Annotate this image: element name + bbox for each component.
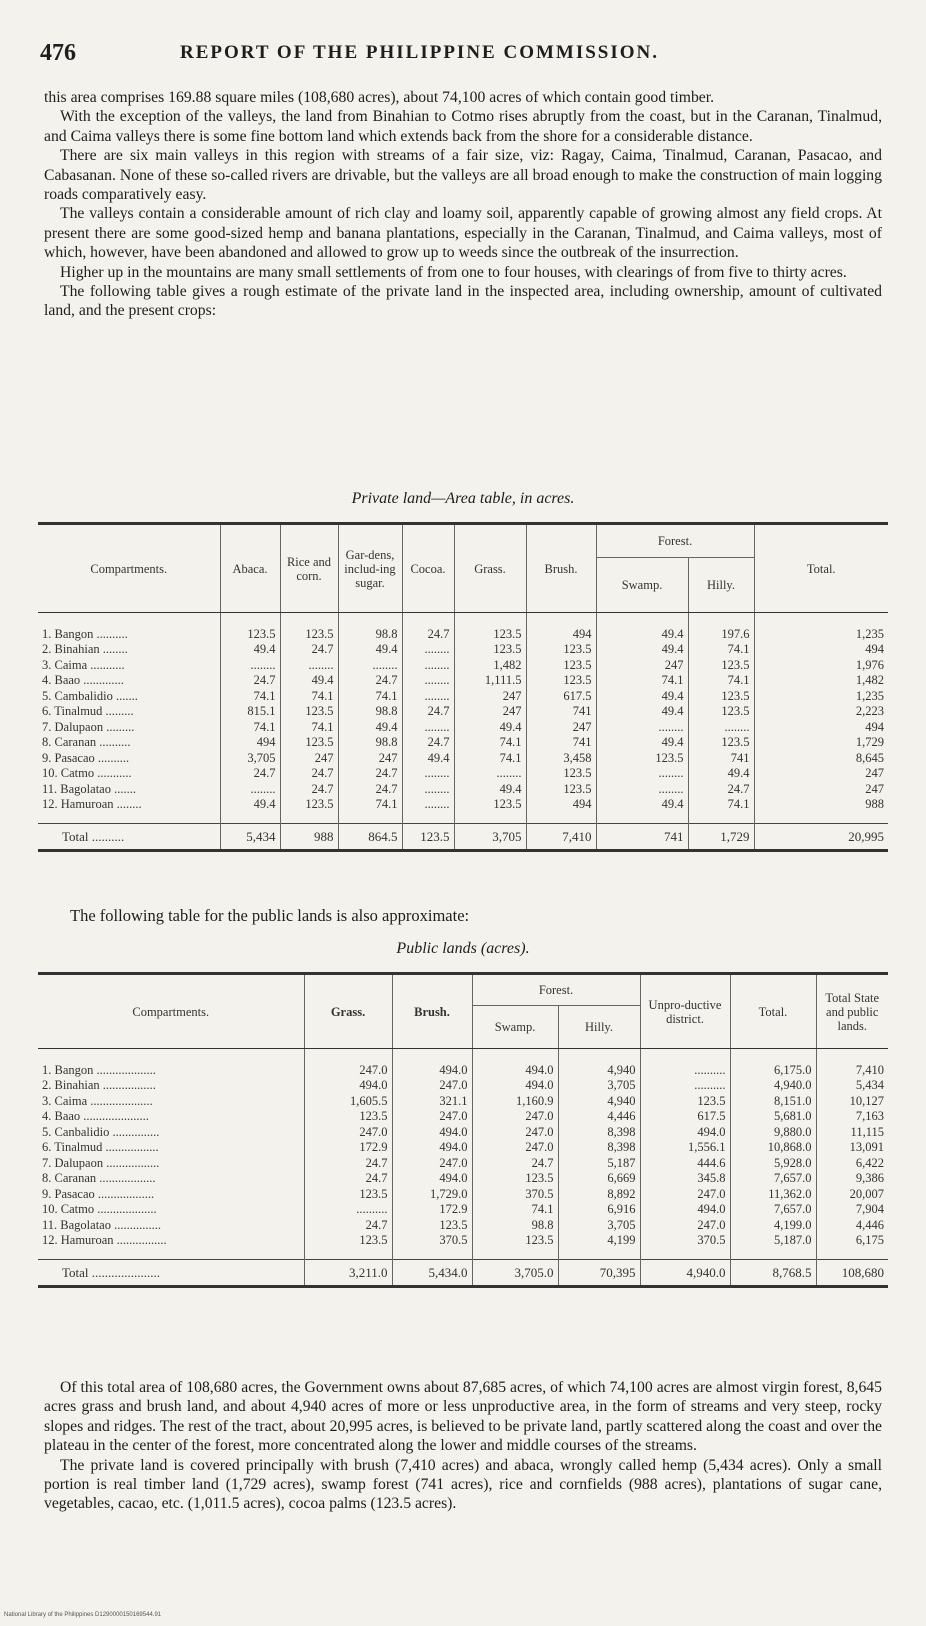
col-header-grass: Grass.: [304, 974, 392, 1049]
table-row: [38, 1171, 888, 1187]
cell: 24.7: [338, 782, 402, 798]
cell: 9. Pasacao ..................: [42, 1186, 155, 1201]
cell: 123.5: [304, 1187, 392, 1203]
cell: 6. Tinalmud .........: [42, 704, 134, 718]
public-table-caption: Public lands (acres).: [396, 940, 530, 957]
cell: 108,680: [816, 1259, 888, 1287]
table-row: [38, 1109, 888, 1125]
cell: 5,187.0: [730, 1233, 816, 1259]
cell: 74.1: [688, 642, 754, 658]
cell: ........: [220, 658, 280, 674]
cell: 10,127: [816, 1094, 888, 1110]
cell: 247: [754, 766, 888, 782]
cell: 8,398: [558, 1140, 640, 1156]
cell: ..........: [640, 1063, 730, 1079]
cell: 2. Binahian .................: [42, 1078, 156, 1092]
cell: 3,705: [454, 823, 526, 851]
intro-text: [44, 88, 882, 321]
cell: 7,657.0: [730, 1171, 816, 1187]
cell: 74.1: [454, 751, 526, 767]
cell: 7,904: [816, 1202, 888, 1218]
cell: 172.9: [304, 1140, 392, 1156]
cell: 7. Dalupaon .................: [42, 1155, 160, 1170]
cell: 74.1: [454, 735, 526, 751]
cell: 74.1: [472, 1202, 558, 1218]
cell: 1,729.0: [392, 1187, 472, 1203]
table-row: [38, 797, 888, 823]
paragraph: The following table gives a rough estimate of the private land in the inspected area, including ownership, amount of cultivated land, and the present crops:: [44, 283, 882, 320]
cell: ........: [402, 658, 454, 674]
cell: 172.9: [392, 1202, 472, 1218]
public-table-intro: The following table for the public lands is also approximate:: [70, 906, 470, 925]
cell: 247: [454, 704, 526, 720]
cell: 9. Pasacao ..........: [42, 750, 130, 765]
cell: 494.0: [392, 1063, 472, 1079]
cell: 49.4: [688, 766, 754, 782]
cell: 123.5: [304, 1233, 392, 1259]
cell: 370.5: [640, 1233, 730, 1259]
cell: 1,235: [754, 627, 888, 643]
cell: 494.0: [392, 1171, 472, 1187]
cell: 11,362.0: [730, 1187, 816, 1203]
table-row: [38, 1156, 888, 1172]
cell: 1,235: [754, 689, 888, 705]
paragraph: With the exception of the valleys, the land from Binahian to Cotmo rises abruptly from the coast, but in the Caranan, Tinalmud, and Caima valleys there is some fine bottom land which extends back from the shore for a considerable distance.: [44, 108, 882, 145]
cell: 494.0: [304, 1078, 392, 1094]
cell: 5. Canbalidio ...............: [42, 1124, 160, 1139]
cell: ........: [596, 766, 688, 782]
table-row: [38, 751, 888, 767]
cell: 988: [280, 823, 338, 851]
cell: 8. Caranan ..........: [42, 735, 131, 749]
cell: 11. Bagolatao .......: [42, 781, 136, 796]
cell: 494.0: [640, 1202, 730, 1218]
private-table-caption: Private land—Area table, in acres.: [351, 490, 575, 507]
cell: 3,705: [220, 751, 280, 767]
col-header-total: Total.: [754, 524, 888, 613]
paragraph: The valleys contain a considerable amount of rich clay and loamy soil, apparently capable of growing almost any field crops. At present there are some good-sized hemp and banana plantations, especially in the Caranan, Tinalmud, and Caima valleys, most of which, however, have been abandoned and allowed to grow up to weeds since the outbreak of the insurrection.: [44, 205, 882, 262]
col-header-cocoa: Cocoa.: [402, 524, 454, 613]
col-header-swamp: Swamp.: [596, 558, 688, 613]
cell: 24.7: [280, 782, 338, 798]
cell: 494: [754, 720, 888, 736]
cell: 123.5: [454, 797, 526, 823]
cell: 49.4: [220, 797, 280, 823]
cell: 8,151.0: [730, 1094, 816, 1110]
cell: 20,995: [754, 823, 888, 851]
cell: ........: [688, 720, 754, 736]
cell: 4,940: [558, 1063, 640, 1079]
cell: 123.5: [280, 735, 338, 751]
cell: 74.1: [220, 689, 280, 705]
cell: 24.7: [402, 704, 454, 720]
cell: 123.5: [688, 689, 754, 705]
cell: 123.5: [304, 1109, 392, 1125]
cell: ........: [280, 658, 338, 674]
cell: 24.7: [304, 1218, 392, 1234]
cell: 617.5: [526, 689, 596, 705]
cell: ........: [596, 720, 688, 736]
cell: 247.0: [472, 1140, 558, 1156]
cell: 123.5: [472, 1171, 558, 1187]
cell: 74.1: [280, 689, 338, 705]
cell: 9,880.0: [730, 1125, 816, 1141]
cell: 247: [596, 658, 688, 674]
cell: 5. Cambalidio .......: [42, 688, 138, 703]
col-header-total: Total.: [730, 974, 816, 1049]
cell: 4,446: [816, 1218, 888, 1234]
cell: 7,410: [526, 823, 596, 851]
table-row: [38, 689, 888, 705]
cell: 123.5: [688, 735, 754, 751]
cell: 8,892: [558, 1187, 640, 1203]
cell: 3,458: [526, 751, 596, 767]
table-row: [38, 1140, 888, 1156]
cell: 123.5: [596, 751, 688, 767]
col-header-hilly: Hilly.: [558, 1006, 640, 1049]
cell: 74.1: [220, 720, 280, 736]
col-header-forest: Forest.: [596, 524, 754, 558]
cell: 3,705: [558, 1218, 640, 1234]
cell: 123.5: [454, 642, 526, 658]
cell: 6,175.0: [730, 1063, 816, 1079]
table-row: [38, 658, 888, 674]
table-row: [38, 642, 888, 658]
cell: 1,729: [688, 823, 754, 851]
cell: 24.7: [280, 642, 338, 658]
cell: 2. Binahian ........: [42, 642, 128, 656]
paragraph: this area comprises 169.88 square miles (108,680 acres), about 74,100 acres of which contain good timber.: [44, 89, 715, 106]
cell: 123.5: [526, 658, 596, 674]
cell: 20,007: [816, 1187, 888, 1203]
cell: 247.0: [392, 1156, 472, 1172]
cell: 8. Caranan ..................: [42, 1171, 156, 1185]
cell: 247.0: [472, 1125, 558, 1141]
table-row: [38, 735, 888, 751]
cell: 741: [688, 751, 754, 767]
table-row: [38, 1218, 888, 1234]
cell: 494.0: [392, 1140, 472, 1156]
cell: 247.0: [304, 1063, 392, 1079]
total-row: [38, 823, 888, 851]
cell: 24.7: [304, 1171, 392, 1187]
cell: 123.5: [526, 766, 596, 782]
table-row: [38, 1063, 888, 1079]
paragraph: Of this total area of 108,680 acres, the Government owns about 87,685 acres, of which 74,100 acres are almost virgin forest, 8,645 acres grass and brush land, and about 4,940 acres of more or less unproductive area, in the form of streams and very steep, rocky slopes and ridges. The rest of the tract, about 20,995 acres, is believed to be private land, partly scattered along the coast and over the plateau in the center of the forest, more concentrated along the lower and middle courses of the streams.: [44, 1379, 882, 1455]
cell: ..........: [640, 1078, 730, 1094]
cell: 5,434: [816, 1078, 888, 1094]
cell: 247.0: [640, 1187, 730, 1203]
cell: Total .....................: [38, 1259, 304, 1287]
cell: 7. Dalupaon .........: [42, 719, 135, 734]
table-row: [38, 704, 888, 720]
cell: ........: [596, 782, 688, 798]
cell: 24.7: [688, 782, 754, 798]
cell: 49.4: [596, 642, 688, 658]
cell: 12. Hamuroan ........: [42, 797, 142, 811]
cell: 98.8: [338, 627, 402, 643]
scan-footer: National Library of the Philippines D1290000150169544.91: [4, 1612, 162, 1618]
cell: 1,729: [754, 735, 888, 751]
cell: 24.7: [280, 766, 338, 782]
cell: 3,705.0: [472, 1259, 558, 1287]
cell: 123.5: [526, 782, 596, 798]
cell: 12. Hamuroan ................: [42, 1233, 167, 1247]
cell: 98.8: [338, 735, 402, 751]
cell: 11,115: [816, 1125, 888, 1141]
table-row: [38, 1187, 888, 1203]
cell: 247.0: [304, 1125, 392, 1141]
cell: 6,175: [816, 1233, 888, 1259]
cell: 4. Baao .............: [42, 673, 124, 687]
cell: 4,940: [558, 1094, 640, 1110]
cell: 370.5: [392, 1233, 472, 1259]
col-header-rice: Rice and corn.: [280, 524, 338, 613]
cell: 1. Bangon ...................: [42, 1062, 156, 1077]
col-header-brush: Brush.: [392, 974, 472, 1049]
table-row: [38, 1233, 888, 1259]
cell: 5,928.0: [730, 1156, 816, 1172]
cell: 123.5: [526, 673, 596, 689]
col-header-compartments: Compartments.: [38, 524, 220, 613]
cell: 49.4: [596, 627, 688, 643]
cell: 494: [526, 627, 596, 643]
cell: 24.7: [220, 766, 280, 782]
table-row: [38, 673, 888, 689]
cell: 815.1: [220, 704, 280, 720]
cell: 3,705: [558, 1078, 640, 1094]
cell: 494: [526, 797, 596, 823]
cell: 74.1: [338, 797, 402, 823]
col-header-hilly: Hilly.: [688, 558, 754, 613]
cell: 247.0: [392, 1078, 472, 1094]
cell: 24.7: [472, 1156, 558, 1172]
cell: 494.0: [392, 1125, 472, 1141]
cell: 741: [596, 823, 688, 851]
cell: 10. Catmo ...................: [42, 1202, 157, 1216]
cell: ........: [402, 673, 454, 689]
cell: 74.1: [338, 689, 402, 705]
cell: 247.0: [472, 1109, 558, 1125]
cell: 5,434.0: [392, 1259, 472, 1287]
cell: 4. Baao .....................: [42, 1109, 149, 1123]
table-row: [38, 766, 888, 782]
cell: 345.8: [640, 1171, 730, 1187]
cell: 10. Catmo ...........: [42, 766, 132, 780]
cell: 247: [754, 782, 888, 798]
cell: 49.4: [280, 673, 338, 689]
cell: 49.4: [596, 704, 688, 720]
cell: 123.5: [454, 627, 526, 643]
total-row: [38, 1259, 888, 1287]
cell: 1,556.1: [640, 1140, 730, 1156]
cell: 617.5: [640, 1109, 730, 1125]
col-header-gardens: Gar-dens, includ-ing sugar.: [338, 524, 402, 613]
cell: 247.0: [392, 1109, 472, 1125]
cell: 13,091: [816, 1140, 888, 1156]
cell: 988: [754, 797, 888, 823]
table-row: [38, 627, 888, 643]
cell: 247.0: [640, 1218, 730, 1234]
cell: ........: [338, 658, 402, 674]
cell: 123.5: [280, 797, 338, 823]
cell: ........: [402, 782, 454, 798]
table-row: [38, 1125, 888, 1141]
col-header-swamp: Swamp.: [472, 1006, 558, 1049]
cell: ........: [402, 797, 454, 823]
cell: 123.5: [402, 823, 454, 851]
cell: Total ..........: [38, 823, 220, 851]
cell: 247: [526, 720, 596, 736]
cell: ........: [402, 766, 454, 782]
cell: 1,482: [754, 673, 888, 689]
cell: 864.5: [338, 823, 402, 851]
cell: 5,434: [220, 823, 280, 851]
cell: ..........: [304, 1202, 392, 1218]
col-header-total-state: Total State and public lands.: [816, 974, 888, 1049]
table-row: [38, 1078, 888, 1094]
cell: ........: [220, 782, 280, 798]
col-header-forest: Forest.: [472, 974, 640, 1006]
cell: 49.4: [596, 689, 688, 705]
table-row: [38, 1202, 888, 1218]
page-number: 476: [40, 40, 76, 66]
cell: 24.7: [338, 766, 402, 782]
cell: 49.4: [596, 797, 688, 823]
cell: 24.7: [338, 673, 402, 689]
running-title: REPORT OF THE PHILIPPINE COMMISSION.: [180, 42, 660, 63]
cell: 8,398: [558, 1125, 640, 1141]
col-header-compartments: Compartments.: [38, 974, 304, 1049]
cell: 7,410: [816, 1063, 888, 1079]
cell: 494.0: [640, 1125, 730, 1141]
cell: 98.8: [338, 704, 402, 720]
cell: 3,211.0: [304, 1259, 392, 1287]
cell: ........: [454, 766, 526, 782]
cell: ........: [402, 689, 454, 705]
cell: 5,681.0: [730, 1109, 816, 1125]
cell: 70,395: [558, 1259, 640, 1287]
cell: 7,163: [816, 1109, 888, 1125]
cell: 123.5: [392, 1218, 472, 1234]
closing-text: [44, 1378, 882, 1514]
private-land-table: [38, 522, 888, 852]
col-header-brush: Brush.: [526, 524, 596, 613]
cell: 3. Caima ....................: [42, 1093, 153, 1108]
cell: 74.1: [688, 797, 754, 823]
cell: 123.5: [280, 704, 338, 720]
cell: 49.4: [596, 735, 688, 751]
cell: 1,976: [754, 658, 888, 674]
cell: 5,187: [558, 1156, 640, 1172]
cell: 24.7: [220, 673, 280, 689]
cell: 123.5: [688, 658, 754, 674]
cell: 1,111.5: [454, 673, 526, 689]
cell: ........: [402, 642, 454, 658]
cell: 6,669: [558, 1171, 640, 1187]
cell: ........: [402, 720, 454, 736]
cell: 494.0: [472, 1078, 558, 1094]
cell: 741: [526, 735, 596, 751]
col-header-grass: Grass.: [454, 524, 526, 613]
cell: 10,868.0: [730, 1140, 816, 1156]
cell: 1,482: [454, 658, 526, 674]
cell: 247: [280, 751, 338, 767]
cell: 370.5: [472, 1187, 558, 1203]
cell: 24.7: [402, 627, 454, 643]
cell: 11. Bagolatao ...............: [42, 1217, 161, 1232]
cell: 49.4: [338, 642, 402, 658]
cell: 9,386: [816, 1171, 888, 1187]
cell: 1. Bangon ..........: [42, 626, 128, 641]
cell: 123.5: [526, 642, 596, 658]
cell: 24.7: [304, 1156, 392, 1172]
cell: 1,160.9: [472, 1094, 558, 1110]
table-row: [38, 782, 888, 798]
page-header: [40, 40, 890, 74]
cell: 123.5: [280, 627, 338, 643]
cell: 6,422: [816, 1156, 888, 1172]
cell: 4,199.0: [730, 1218, 816, 1234]
cell: 6,916: [558, 1202, 640, 1218]
cell: 3. Caima ...........: [42, 657, 125, 672]
cell: 74.1: [596, 673, 688, 689]
cell: 494.0: [472, 1063, 558, 1079]
cell: 74.1: [688, 673, 754, 689]
table-row: [38, 720, 888, 736]
cell: 247: [338, 751, 402, 767]
cell: 98.8: [472, 1218, 558, 1234]
cell: 4,940.0: [730, 1078, 816, 1094]
paragraph: There are six main valleys in this region with streams of a fair size, viz: Ragay, Caima, Tinalmud, Caranan, Pasacao, and Cabasanan. None of these so-called rivers are drivable, but the valleys are all broad enough to make the construction of main logging roads comparatively easy.: [44, 147, 882, 204]
cell: 49.4: [454, 720, 526, 736]
cell: 321.1: [392, 1094, 472, 1110]
cell: 197.6: [688, 627, 754, 643]
cell: 247: [454, 689, 526, 705]
cell: 123.5: [640, 1094, 730, 1110]
cell: 123.5: [472, 1233, 558, 1259]
cell: 74.1: [280, 720, 338, 736]
cell: 444.6: [640, 1156, 730, 1172]
cell: 8,645: [754, 751, 888, 767]
cell: 7,657.0: [730, 1202, 816, 1218]
public-lands-table: [38, 972, 888, 1288]
cell: 4,199: [558, 1233, 640, 1259]
cell: 6. Tinalmud .................: [42, 1140, 159, 1154]
paragraph: The private land is covered principally with brush (7,410 acres) and abaca, wrongly called hemp (5,434 acres). Only a small portion is real timber land (1,729 acres), swamp forest (741 acres), rice and cornfields (988 acres), plantations of sugar cane, vegetables, cacao, etc. (1,011.5 acres), cocoa palms (123.5 acres).: [44, 1456, 882, 1513]
table-row: [38, 1094, 888, 1110]
cell: 123.5: [688, 704, 754, 720]
cell: 741: [526, 704, 596, 720]
cell: 24.7: [402, 735, 454, 751]
cell: 49.4: [454, 782, 526, 798]
cell: 49.4: [338, 720, 402, 736]
col-header-unproductive: Unpro-ductive district.: [640, 974, 730, 1049]
col-header-abaca: Abaca.: [220, 524, 280, 613]
cell: 2,223: [754, 704, 888, 720]
cell: 123.5: [220, 627, 280, 643]
cell: 49.4: [220, 642, 280, 658]
cell: 49.4: [402, 751, 454, 767]
cell: 4,446: [558, 1109, 640, 1125]
paragraph: Higher up in the mountains are many small settlements of from one to four houses, with clearings of from five to thirty acres.: [60, 263, 847, 281]
cell: 4,940.0: [640, 1259, 730, 1287]
cell: 8,768.5: [730, 1259, 816, 1287]
cell: 1,605.5: [304, 1094, 392, 1110]
cell: 494: [754, 642, 888, 658]
cell: 494: [220, 735, 280, 751]
